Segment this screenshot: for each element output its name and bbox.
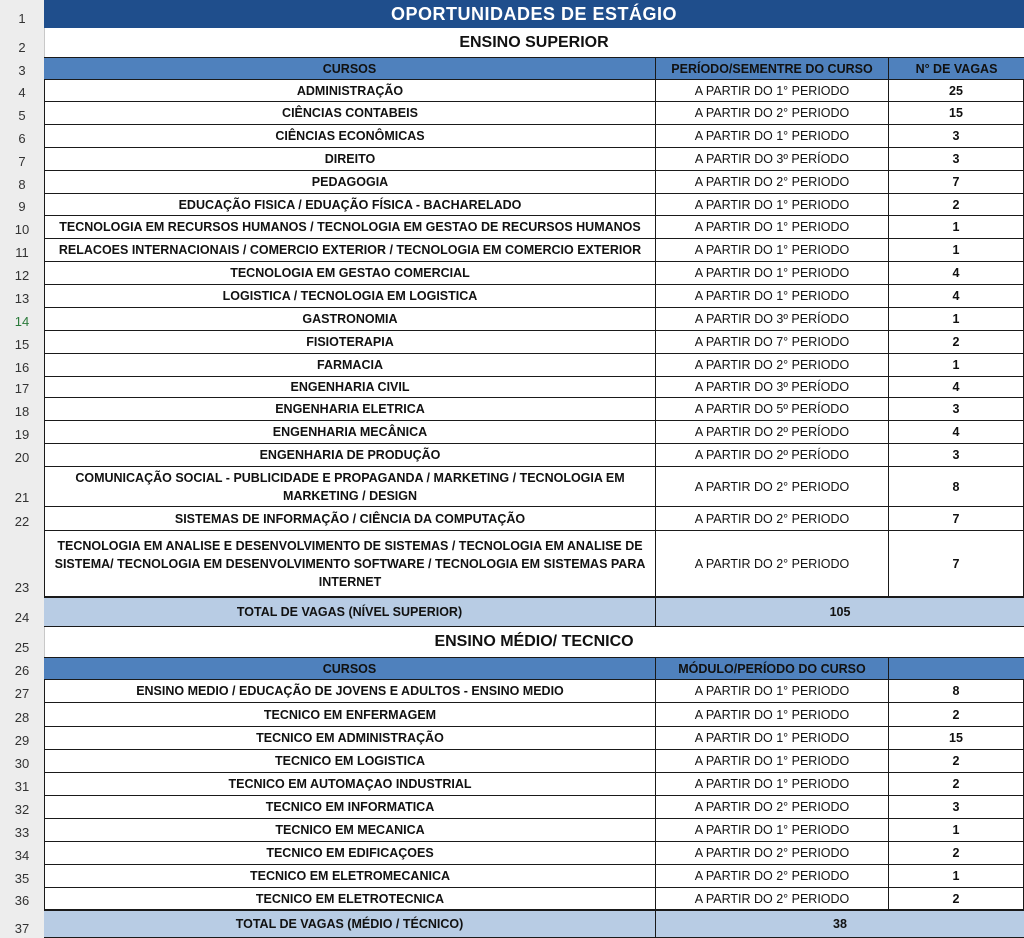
- vacancies-cell[interactable]: 1: [889, 239, 1024, 262]
- period-cell[interactable]: A PARTIR DO 1° PERIODO: [656, 125, 889, 148]
- row-number[interactable]: 20: [14, 450, 30, 465]
- section-heading-superior: ENSINO SUPERIOR: [459, 33, 609, 51]
- period-cell[interactable]: A PARTIR DO 2° PERIODO: [656, 842, 889, 865]
- course-name-cell[interactable]: GASTRONOMIA: [44, 308, 656, 331]
- vacancies-cell[interactable]: 2: [889, 331, 1024, 354]
- course-name-cell[interactable]: CIÊNCIAS CONTABEIS: [44, 102, 656, 125]
- sheet-row: [0, 531, 1024, 597]
- sheet-row: [0, 680, 1024, 703]
- period-cell[interactable]: A PARTIR DO 2° PERIODO: [656, 467, 889, 507]
- vacancies-cell[interactable]: 15: [889, 102, 1024, 125]
- course-name-cell[interactable]: TECNICO EM EDIFICAÇOES: [44, 842, 656, 865]
- vacancies-cell[interactable]: 15: [889, 727, 1024, 750]
- course-name-cell[interactable]: ADMINISTRAÇÃO: [44, 80, 656, 102]
- period-cell[interactable]: A PARTIR DO 1° PERIODO: [656, 773, 889, 796]
- row-number[interactable]: 16: [14, 360, 30, 375]
- course-name-cell[interactable]: ENGENHARIA MECÂNICA: [44, 421, 656, 444]
- period-cell[interactable]: A PARTIR DO 2° PERIODO: [656, 507, 889, 531]
- total-value-superior[interactable]: 105: [656, 597, 1024, 627]
- vacancies-cell[interactable]: 4: [889, 421, 1024, 444]
- sheet-row: [0, 467, 1024, 507]
- period-cell[interactable]: A PARTIR DO 2º PERÍODO: [656, 444, 889, 467]
- row-number[interactable]: 29: [14, 733, 30, 748]
- row-number[interactable]: 23: [14, 580, 30, 595]
- period-cell[interactable]: A PARTIR DO 1° PERIODO: [656, 194, 889, 216]
- row-number[interactable]: 7: [18, 154, 26, 169]
- course-name-cell[interactable]: ENGENHARIA ELETRICA: [44, 398, 656, 421]
- period-cell[interactable]: A PARTIR DO 1° PERIODO: [656, 750, 889, 773]
- vacancies-cell[interactable]: 3: [889, 444, 1024, 467]
- course-name-cell[interactable]: ENGENHARIA DE PRODUÇÃO: [44, 444, 656, 467]
- course-name-cell[interactable]: RELACOES INTERNACIONAIS / COMERCIO EXTERIOR / TECNOLOGIA EM COMERCIO EXTERIOR: [44, 239, 656, 262]
- course-name-cell[interactable]: EDUCAÇÃO FISICA / EDUAÇÃO FÍSICA - BACHARELADO: [44, 194, 656, 216]
- vacancies-cell[interactable]: 4: [889, 262, 1024, 285]
- column-header-periodo: PERÍODO/SEMENTRE DO CURSO: [656, 57, 889, 80]
- sheet-row: [0, 194, 1024, 216]
- sheet-row: [0, 57, 1024, 80]
- period-cell[interactable]: A PARTIR DO 1° PERIODO: [656, 216, 889, 239]
- course-name-cell[interactable]: TECNICO EM ADMINISTRAÇÃO: [44, 727, 656, 750]
- vacancies-cell[interactable]: 25: [889, 80, 1024, 102]
- course-name-cell[interactable]: SISTEMAS DE INFORMAÇÃO / CIÊNCIA DA COMPUTAÇÃO: [44, 507, 656, 531]
- vacancies-cell[interactable]: 3: [889, 148, 1024, 171]
- row-number[interactable]: 35: [14, 871, 30, 886]
- row-number[interactable]: 15: [14, 337, 30, 352]
- vacancies-cell[interactable]: 1: [889, 354, 1024, 377]
- period-cell[interactable]: A PARTIR DO 2° PERIODO: [656, 531, 889, 597]
- vacancies-cell[interactable]: 2: [889, 194, 1024, 216]
- vacancies-cell[interactable]: 7: [889, 171, 1024, 194]
- course-name-cell[interactable]: COMUNICAÇÃO SOCIAL - PUBLICIDADE E PROPAGANDA / MARKETING / TECNOLOGIA EM MARKETING / DESIGN: [44, 467, 656, 507]
- row-number[interactable]: 26: [14, 663, 30, 678]
- sheet-row: [0, 750, 1024, 773]
- row-number[interactable]: 8: [18, 177, 26, 192]
- vacancies-cell[interactable]: 4: [889, 377, 1024, 398]
- vacancies-cell[interactable]: 7: [889, 531, 1024, 597]
- sheet-row: [0, 102, 1024, 125]
- vacancies-cell[interactable]: 1: [889, 308, 1024, 331]
- vacancies-cell[interactable]: 2: [889, 703, 1024, 727]
- vacancies-cell[interactable]: 8: [889, 680, 1024, 703]
- row-number[interactable]: 33: [14, 825, 30, 840]
- row-number[interactable]: 22: [14, 514, 30, 529]
- sheet-row: [0, 262, 1024, 285]
- course-name-cell[interactable]: TECNICO EM MECANICA: [44, 819, 656, 842]
- vacancies-cell[interactable]: 1: [889, 216, 1024, 239]
- period-cell[interactable]: A PARTIR DO 2° PERIODO: [656, 354, 889, 377]
- period-cell[interactable]: A PARTIR DO 3º PERÍODO: [656, 148, 889, 171]
- period-cell[interactable]: A PARTIR DO 3º PERÍODO: [656, 308, 889, 331]
- period-cell[interactable]: A PARTIR DO 1° PERIODO: [656, 680, 889, 703]
- row-number[interactable]: 17: [14, 381, 30, 396]
- sheet-row: [0, 627, 1024, 657]
- row-number[interactable]: 30: [14, 756, 30, 771]
- period-cell[interactable]: A PARTIR DO 3º PERÍODO: [656, 377, 889, 398]
- period-cell[interactable]: A PARTIR DO 1° PERIODO: [656, 80, 889, 102]
- vacancies-cell[interactable]: 7: [889, 507, 1024, 531]
- period-cell[interactable]: A PARTIR DO 2° PERIODO: [656, 171, 889, 194]
- sheet-row: [0, 239, 1024, 262]
- vacancies-cell[interactable]: 8: [889, 467, 1024, 507]
- period-cell[interactable]: A PARTIR DO 1° PERIODO: [656, 703, 889, 727]
- row-number[interactable]: 34: [14, 848, 30, 863]
- vacancies-cell[interactable]: 1: [889, 865, 1024, 888]
- row-number[interactable]: 10: [14, 222, 30, 237]
- row-number[interactable]: 2: [18, 40, 26, 55]
- sheet-title: OPORTUNIDADES DE ESTÁGIO: [44, 0, 1024, 28]
- course-name-cell[interactable]: LOGISTICA / TECNOLOGIA EM LOGISTICA: [44, 285, 656, 308]
- course-name-cell[interactable]: TECNICO EM ENFERMAGEM: [44, 703, 656, 727]
- row-number[interactable]: 5: [18, 108, 26, 123]
- sheet-row: [0, 819, 1024, 842]
- period-cell[interactable]: A PARTIR DO 7° PERIODO: [656, 331, 889, 354]
- total-value-medio[interactable]: 38: [656, 910, 1024, 938]
- course-name-cell[interactable]: TECNICO EM LOGISTICA: [44, 750, 656, 773]
- vacancies-cell[interactable]: 1: [889, 819, 1024, 842]
- period-cell[interactable]: A PARTIR DO 1° PERIODO: [656, 727, 889, 750]
- sheet-row: [0, 0, 1024, 28]
- sheet-row: [0, 125, 1024, 148]
- course-name-cell[interactable]: TECNICO EM AUTOMAÇAO INDUSTRIAL: [44, 773, 656, 796]
- row-number[interactable]: 21: [14, 490, 30, 505]
- row-number[interactable]: 19: [14, 427, 30, 442]
- course-name-cell[interactable]: CIÊNCIAS ECONÔMICAS: [44, 125, 656, 148]
- sheet-row: [0, 657, 1024, 680]
- row-number[interactable]: 3: [18, 63, 26, 78]
- period-cell[interactable]: A PARTIR DO 2° PERIODO: [656, 796, 889, 819]
- sheet-row: [0, 507, 1024, 531]
- sheet-row: [0, 727, 1024, 750]
- row-number[interactable]: 37: [14, 921, 30, 936]
- row-number[interactable]: 36: [14, 893, 30, 908]
- sheet-row: [0, 80, 1024, 102]
- vacancies-cell[interactable]: 3: [889, 125, 1024, 148]
- sheet-row: [0, 888, 1024, 910]
- course-name-cell[interactable]: PEDAGOGIA: [44, 171, 656, 194]
- course-name-cell[interactable]: TECNOLOGIA EM RECURSOS HUMANOS / TECNOLOGIA EM GESTAO DE RECURSOS HUMANOS: [44, 216, 656, 239]
- sheet-row: [0, 308, 1024, 331]
- course-name-cell[interactable]: TECNICO EM ELETROMECANICA: [44, 865, 656, 888]
- period-cell[interactable]: A PARTIR DO 5º PERÍODO: [656, 398, 889, 421]
- course-name-cell[interactable]: FISIOTERAPIA: [44, 331, 656, 354]
- row-number[interactable]: 6: [18, 131, 26, 146]
- sheet-row: [0, 773, 1024, 796]
- section-heading-medio: ENSINO MÉDIO/ TECNICO: [434, 633, 634, 650]
- row-number[interactable]: 13: [14, 291, 30, 306]
- period-cell[interactable]: A PARTIR DO 1° PERIODO: [656, 819, 889, 842]
- row-number[interactable]: 25: [14, 640, 30, 655]
- course-name-cell[interactable]: TECNOLOGIA EM GESTAO COMERCIAL: [44, 262, 656, 285]
- vacancies-cell[interactable]: 3: [889, 398, 1024, 421]
- sheet-row: [0, 216, 1024, 239]
- sheet-row: [0, 865, 1024, 888]
- sheet-row: [0, 444, 1024, 467]
- sheet-row: [0, 398, 1024, 421]
- column-header-modulo: MÓDULO/PERÍODO DO CURSO: [656, 657, 889, 680]
- row-number[interactable]: 32: [14, 802, 30, 817]
- column-header-vagas: N° DE VAGAS: [889, 57, 1024, 80]
- sheet-row: [0, 148, 1024, 171]
- sheet-row: [0, 28, 1024, 57]
- sheet-row: [0, 421, 1024, 444]
- total-label-superior: TOTAL DE VAGAS (NÍVEL SUPERIOR): [44, 597, 656, 627]
- course-name-cell[interactable]: ENGENHARIA CIVIL: [44, 377, 656, 398]
- row-number[interactable]: 27: [14, 686, 30, 701]
- row-number[interactable]: 18: [14, 404, 30, 419]
- course-name-cell[interactable]: ENSINO MEDIO / EDUCAÇÃO DE JOVENS E ADULTOS - ENSINO MEDIO: [44, 680, 656, 703]
- vacancies-cell[interactable]: 2: [889, 773, 1024, 796]
- sheet-row: [0, 331, 1024, 354]
- sheet-row: [0, 910, 1024, 938]
- period-cell[interactable]: A PARTIR DO 1° PERIODO: [656, 285, 889, 308]
- row-number[interactable]: 14: [14, 314, 30, 329]
- sheet-row: [0, 597, 1024, 627]
- row-number[interactable]: 11: [15, 245, 29, 260]
- period-cell[interactable]: A PARTIR DO 1° PERIODO: [656, 262, 889, 285]
- vacancies-cell[interactable]: 2: [889, 842, 1024, 865]
- period-cell[interactable]: A PARTIR DO 2º PERÍODO: [656, 421, 889, 444]
- row-number[interactable]: 28: [14, 710, 30, 725]
- vacancies-cell[interactable]: 4: [889, 285, 1024, 308]
- sheet-row: [0, 703, 1024, 727]
- column-header-cursos: CURSOS: [44, 657, 656, 680]
- course-name-cell[interactable]: DIREITO: [44, 148, 656, 171]
- row-number[interactable]: 1: [18, 11, 26, 26]
- sheet-row: [0, 377, 1024, 398]
- sheet-row: [0, 842, 1024, 865]
- column-header-empty: [889, 657, 1024, 680]
- column-header-cursos: CURSOS: [44, 57, 656, 80]
- total-label-medio: TOTAL DE VAGAS (MÉDIO / TÉCNICO): [44, 910, 656, 938]
- period-cell[interactable]: A PARTIR DO 2° PERIODO: [656, 865, 889, 888]
- vacancies-cell[interactable]: 2: [889, 888, 1024, 910]
- vacancies-cell[interactable]: 3: [889, 796, 1024, 819]
- course-name-cell[interactable]: TECNICO EM ELETROTECNICA: [44, 888, 656, 910]
- sheet-row: [0, 354, 1024, 377]
- course-name-cell[interactable]: FARMACIA: [44, 354, 656, 377]
- row-number[interactable]: 9: [18, 199, 26, 214]
- row-number[interactable]: 12: [14, 268, 30, 283]
- period-cell[interactable]: A PARTIR DO 2° PERIODO: [656, 888, 889, 910]
- sheet-row: [0, 171, 1024, 194]
- row-number[interactable]: 4: [18, 85, 26, 100]
- row-number[interactable]: 24: [14, 610, 30, 625]
- sheet-row: [0, 285, 1024, 308]
- sheet-row: [0, 796, 1024, 819]
- period-cell[interactable]: A PARTIR DO 1° PERIODO: [656, 239, 889, 262]
- period-cell[interactable]: A PARTIR DO 2° PERIODO: [656, 102, 889, 125]
- course-name-cell[interactable]: TECNOLOGIA EM ANALISE E DESENVOLVIMENTO DE SISTEMAS / TECNOLOGIA EM ANALISE DE SISTEMA/ TECNOLOGIA EM DESENVOLVIMENTO SOFTWARE / TECNOLOGIA EM SISTEMAS PARA INTERNET: [44, 531, 656, 597]
- row-number[interactable]: 31: [14, 779, 30, 794]
- vacancies-cell[interactable]: 2: [889, 750, 1024, 773]
- course-name-cell[interactable]: TECNICO EM INFORMATICA: [44, 796, 656, 819]
